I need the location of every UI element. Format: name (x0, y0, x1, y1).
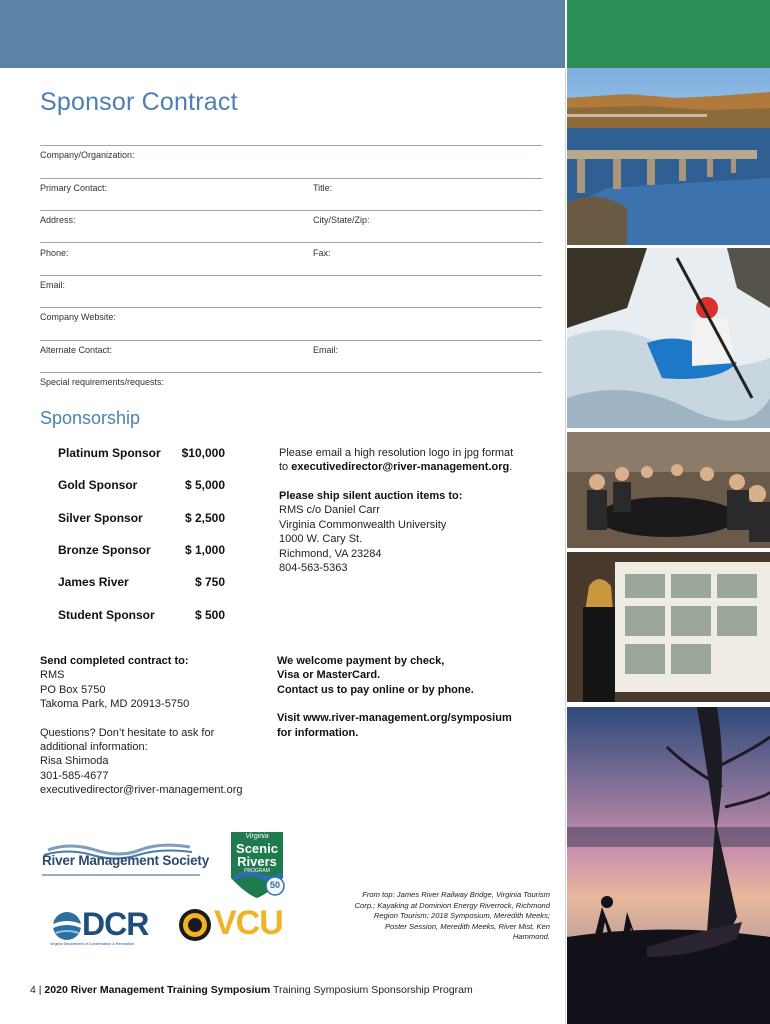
primary-contact-label: Primary Contact: (40, 183, 108, 193)
dcr-subtitle: Virginia Department of Conservation & Recreation (50, 942, 135, 946)
shipping-line: RMS c/o Daniel Carr (279, 504, 380, 517)
send-line: Takoma Park, MD 20913-5750 (40, 698, 190, 711)
footer-event-name: 2020 River Management Training Symposium (44, 984, 271, 996)
payment-line: Visa or MasterCard. (277, 669, 381, 682)
contact-email-link[interactable]: executivedirector@river-management.org (40, 784, 243, 797)
special-requests-label: Special requirements/requests: (40, 377, 165, 387)
river-mist-photo (567, 707, 770, 1024)
logo-note-line: Please email a high resolution logo in jpg format (279, 447, 514, 459)
address-label: Address: (40, 215, 76, 225)
logo-note-line-2 (279, 460, 549, 474)
send-heading: Send completed contract to: (40, 655, 189, 667)
address-field[interactable] (40, 242, 542, 243)
scenic-rivers-program: PROGRAM (244, 868, 270, 874)
vcu-logo-text: VCU (214, 904, 283, 942)
logo-instructions (279, 446, 549, 475)
company-label: Company/Organization: (40, 150, 135, 160)
visit-link[interactable]: Visit www.river-management.org/symposium (277, 712, 512, 725)
tier-name: Bronze Sponsor (58, 543, 151, 557)
logo-email-link[interactable]: executivedirector@river-management.org (291, 461, 510, 474)
shipping-line: 804-563-5363 (279, 562, 348, 575)
scenic-rivers-word-2: Rivers (237, 854, 277, 869)
tier-name: Silver Sponsor (58, 511, 143, 525)
primary-contact-field[interactable] (40, 210, 542, 211)
photo-column-divider (565, 68, 566, 1024)
tier-name: Student Sponsor (58, 608, 155, 622)
rms-logo-text: River Management Society (42, 853, 210, 868)
rms-logo (40, 838, 210, 880)
website-field[interactable] (40, 340, 542, 341)
tier-amount: $ 5,000 (184, 478, 225, 492)
payment-block (277, 654, 547, 740)
alternate-contact-label: Alternate Contact: (40, 345, 113, 355)
tier-amount: $ 750 (194, 575, 225, 589)
dcr-logo-text: DCR (82, 906, 149, 942)
scenic-rivers-logo (228, 830, 286, 900)
contact-phone: 301-585-4677 (40, 769, 109, 782)
form-rule (40, 145, 542, 146)
contact-name: Risa Shimoda (40, 755, 109, 768)
vcu-logo (178, 904, 288, 942)
shipping-line: Virginia Commonwealth University (279, 518, 447, 531)
kayak-photo (567, 248, 770, 428)
payment-line: We welcome payment by check, (277, 655, 445, 667)
email-label: Email: (40, 280, 66, 290)
tier-name: Platinum Sponsor (58, 446, 161, 460)
photo-caption: From top: James River Railway Bridge, Virginia Tourism Corp.; Kayaking at Dominion Energy Riverrock, Richmond Region Tourism; 2018 Symposium, Meredith Meeks; Poster Session, Meredith Meeks, River Mist, Ken Hammond. (354, 890, 550, 942)
scenic-rivers-50: 50 (269, 880, 280, 890)
scenic-rivers-word-1: Scenic (236, 841, 278, 856)
tier-amount: $ 1,000 (184, 543, 225, 557)
phone-label: Phone: (40, 248, 69, 258)
shipping-heading: Please ship silent auction items to: (279, 490, 463, 502)
footer-separator: | (38, 984, 42, 996)
shipping-line: 1000 W. Cary St. (279, 533, 363, 546)
email-field[interactable] (40, 307, 542, 308)
page-number: 4 (30, 984, 36, 996)
alternate-email-label: Email: (313, 345, 339, 355)
shipping-block (279, 489, 549, 575)
shipping-line: Richmond, VA 23284 (279, 547, 382, 560)
city-state-zip-label: City/State/Zip: (313, 215, 370, 225)
footer (30, 984, 473, 996)
questions-line: Questions? Don’t hesitate to ask for (40, 726, 215, 739)
send-line: RMS (40, 669, 65, 682)
page-title: Sponsor Contract (40, 88, 238, 116)
alternate-contact-field[interactable] (40, 372, 542, 373)
phone-field[interactable] (40, 275, 542, 276)
logo-note-to: to (279, 461, 289, 474)
send-contract-block (40, 654, 270, 798)
send-line: PO Box 5750 (40, 683, 106, 696)
sponsorship-heading: Sponsorship (40, 408, 141, 428)
tier-amount: $ 500 (194, 608, 225, 622)
header-bar-green (567, 0, 770, 68)
tier-name: James River (58, 575, 129, 589)
title-label: Title: (313, 183, 333, 193)
logo-note-period: . (509, 461, 513, 474)
website-label: Company Website: (40, 312, 116, 322)
visit-line: for information. (277, 726, 359, 739)
bridge-photo (567, 68, 770, 245)
tier-name: Gold Sponsor (58, 478, 138, 492)
fax-label: Fax: (313, 248, 331, 258)
company-field[interactable] (40, 178, 542, 179)
questions-line: additional information: (40, 741, 148, 754)
symposium-photo (567, 432, 770, 548)
scenic-rivers-virginia: Virginia (245, 833, 269, 840)
payment-line: Contact us to pay online or by phone. (277, 683, 474, 696)
header-bar-blue (0, 0, 565, 68)
footer-program: Training Symposium Sponsorship Program (272, 984, 473, 996)
poster-session-photo (567, 552, 770, 702)
tier-amount: $ 2,500 (184, 511, 225, 525)
dcr-logo (50, 908, 150, 950)
tier-amount: $10,000 (181, 446, 225, 460)
